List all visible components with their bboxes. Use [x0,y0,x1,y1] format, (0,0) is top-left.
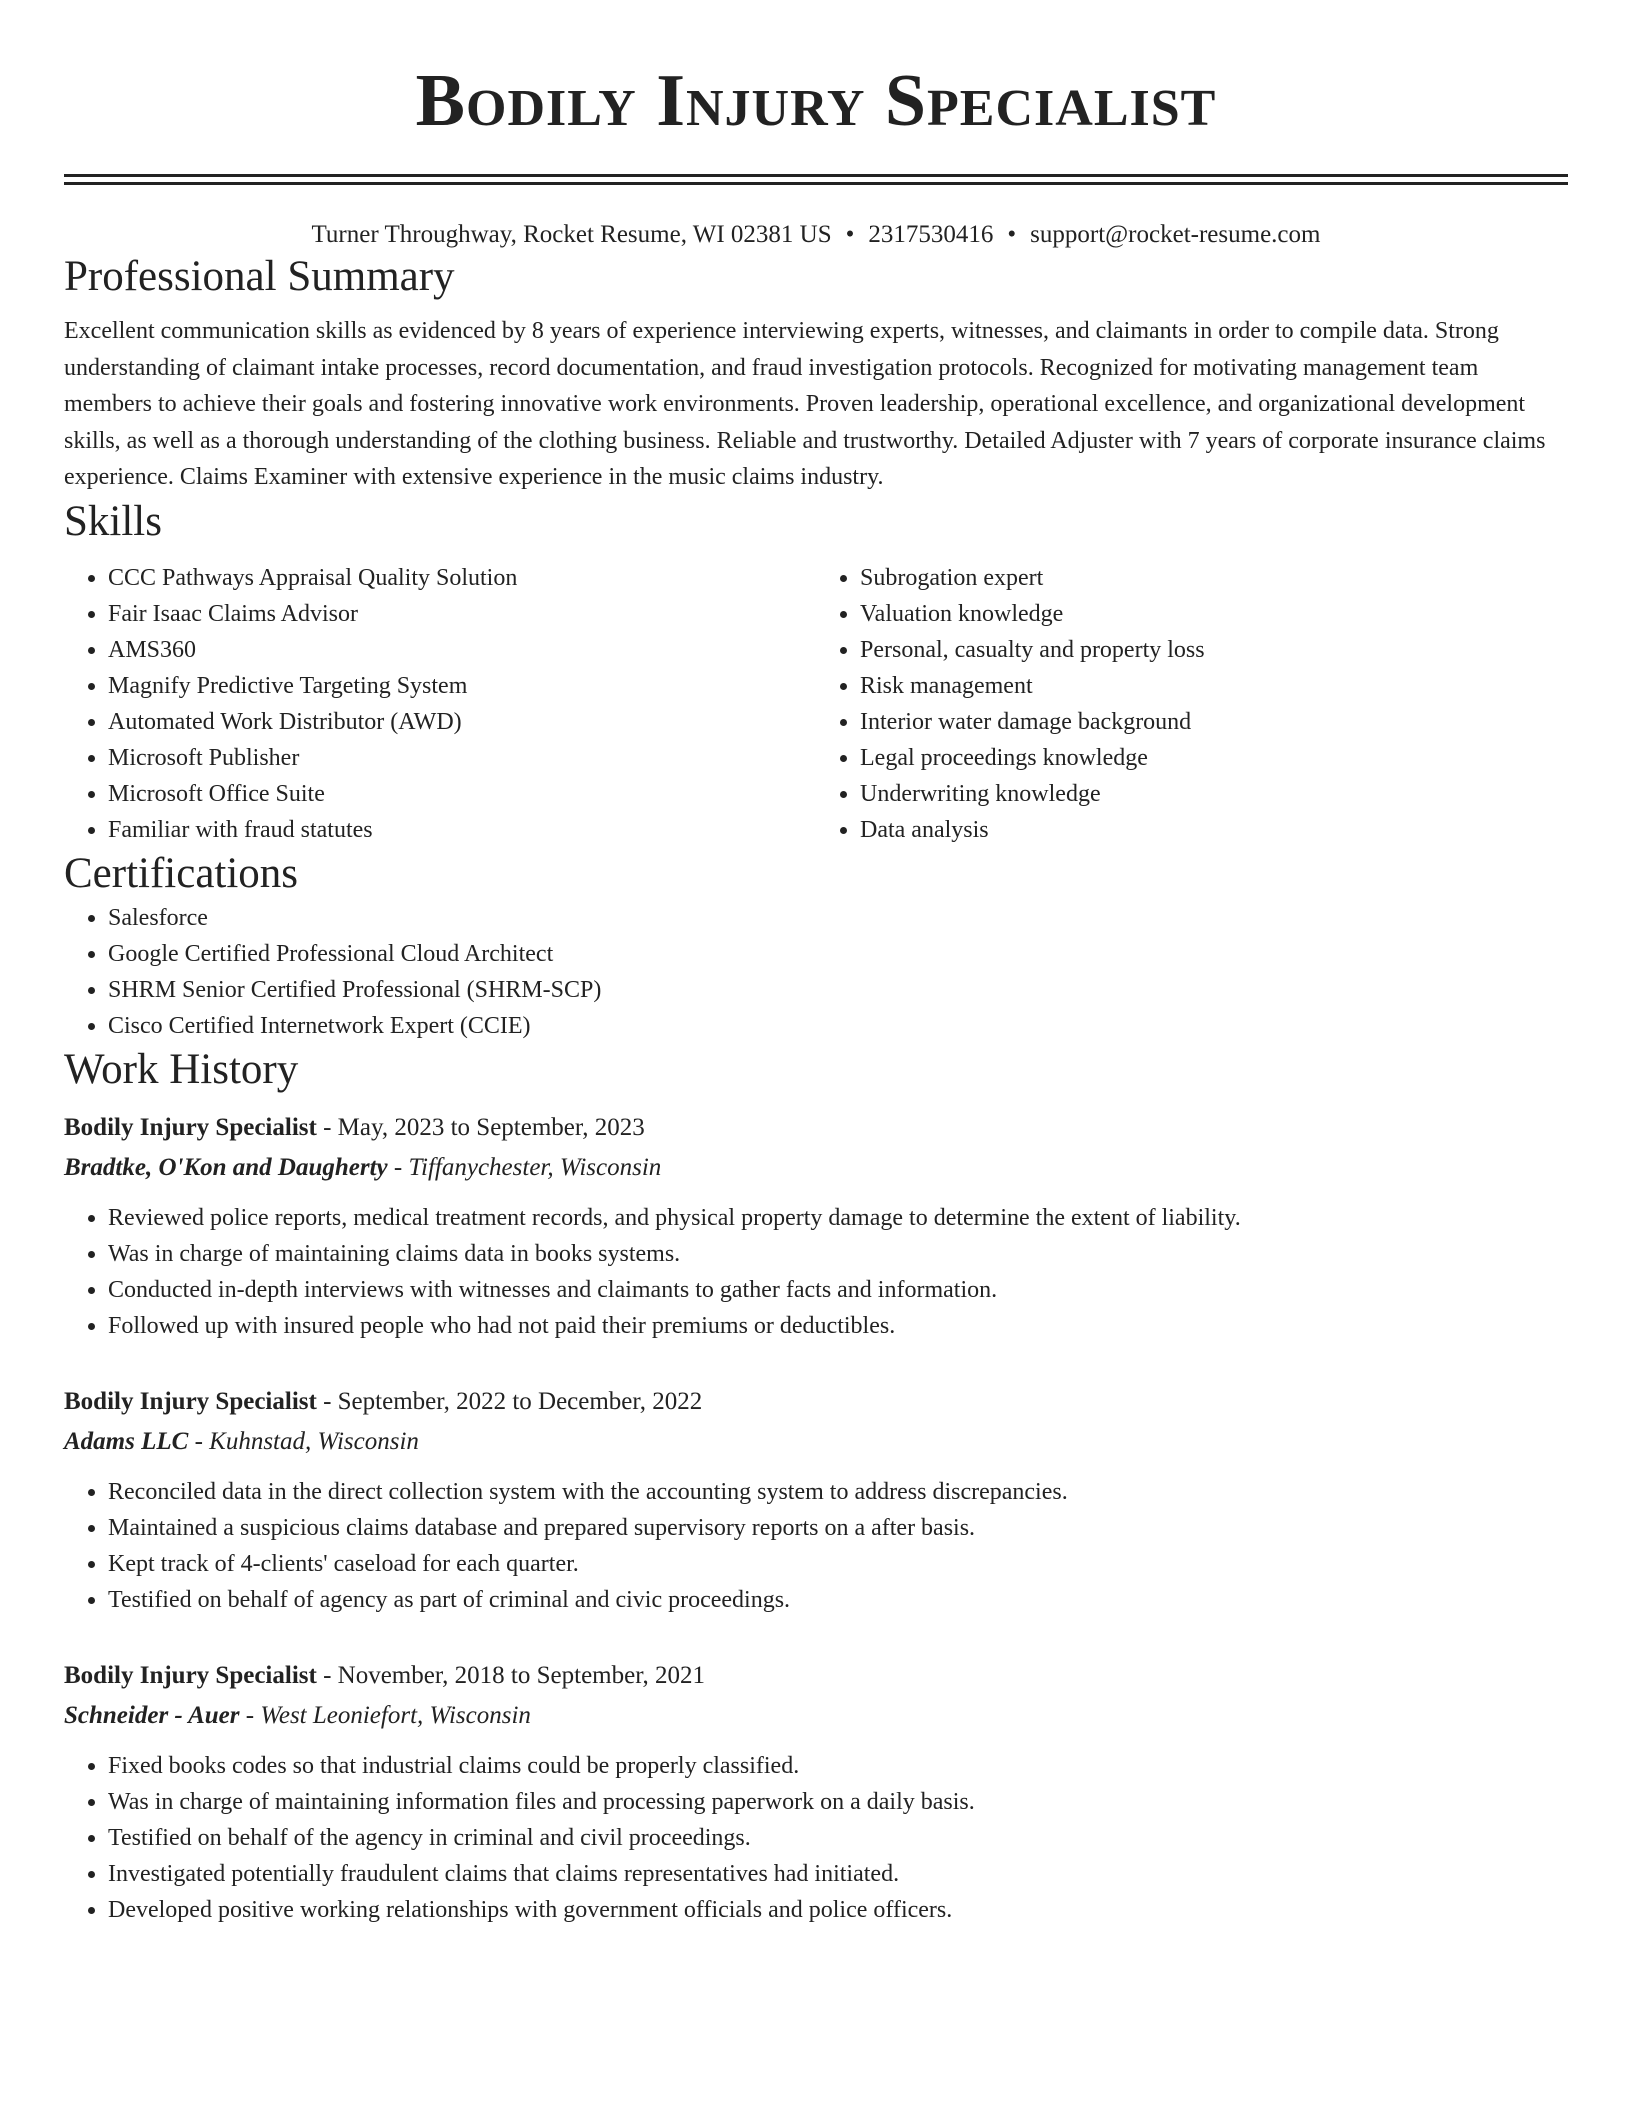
summary-text: Excellent communication skills as evidenced by 8 years of experience interviewing experts, witnesses, and claimants in order to compile data. Strong understanding of claimant intake processes, record documentation, and fraud investigation protocols. Recognized for motivating management team members to achieve their goals and fostering innovative work environments. Proven leadership, operational excellence, and organizational development skills, as well as a thorough understanding of the clothing business. Reliable and trustworthy. Detailed Adjuster with 7 years of corporate insurance claims experience. Claims Examiner with extensive experience in the music claims industry. [64,318,1546,490]
skill-item: • Subrogation expert [860,560,1568,596]
skill-item: • Fair Isaac Claims Advisor [108,596,816,632]
job-company: Schneider - Auer [64,1701,240,1729]
contact-phone: 2317530416 [868,221,994,248]
job-bullet: • Reconciled data in the direct collection system with the accounting system to address discrepancies. [108,1474,1568,1510]
summary-heading: Professional Summary [64,253,455,300]
job-bullet: • Reviewed police reports, medical treatment records, and physical property damage to determine the extent of liability. [108,1200,1568,1236]
skills-heading: Skills [64,497,162,545]
job-company: Adams LLC [64,1427,189,1455]
job-title: Bodily Injury Specialist [64,1113,317,1141]
skill-item: • Valuation knowledge [860,596,1568,632]
job-company-line: Schneider - Auer - West Leoniefort, Wisconsin [64,1701,531,1729]
job-company-line: Adams LLC - Kuhnstad, Wisconsin [64,1427,419,1455]
job-location: West Leoniefort, Wisconsin [260,1701,531,1729]
contact-email: support@rocket-resume.com [1030,221,1321,248]
job-bullet: • Was in charge of maintaining information files and processing paperwork on a daily basis. [108,1784,1568,1820]
skill-item: • Legal proceedings knowledge [860,740,1568,776]
certifications-list [64,900,1568,1044]
skills-list-left [64,560,816,848]
skill-item: • Automated Work Distributor (AWD) [108,704,816,740]
job-bullets [64,1200,1568,1344]
certifications-heading: Certifications [64,849,299,897]
job-company: Bradtke, O'Kon and Daugherty [64,1153,388,1181]
certification-item: • Cisco Certified Internetwork Expert (CCIE) [108,1008,1568,1044]
job-title-line: Bodily Injury Specialist - November, 2018 to September, 2021 [64,1661,706,1689]
skill-item: • Microsoft Publisher [108,740,816,776]
job-title: Bodily Injury Specialist [64,1387,317,1415]
job-title-line: Bodily Injury Specialist - May, 2023 to September, 2023 [64,1113,645,1141]
job-bullet: • Kept track of 4-clients' caseload for each quarter. [108,1546,1568,1582]
skill-item: • Microsoft Office Suite [108,776,816,812]
header-double-rule [64,174,1568,185]
resume-name: Bodily Injury Specialist [415,60,1217,142]
contact-separator: • [845,221,855,248]
job-company-line: Bradtke, O'Kon and Daugherty - Tiffanychester, Wisconsin [64,1153,662,1181]
job-bullet: • Investigated potentially fraudulent claims that claims representatives had initiated. [108,1856,1568,1892]
skill-item: • Magnify Predictive Targeting System [108,668,816,704]
certification-item: • Google Certified Professional Cloud Architect [108,936,1568,972]
skill-item: • CCC Pathways Appraisal Quality Solution [108,560,816,596]
job-bullet: • Developed positive working relationships with government officials and police officers. [108,1892,1568,1928]
job-location: Kuhnstad, Wisconsin [209,1427,419,1455]
certification-item: • Salesforce [108,900,1568,936]
skill-item: • Personal, casualty and property loss [860,632,1568,668]
skill-item: • Data analysis [860,812,1568,848]
skill-item: • Interior water damage background [860,704,1568,740]
job-entry [64,1656,1568,1928]
contact-separator: • [1007,221,1017,248]
skill-item: • Familiar with fraud statutes [108,812,816,848]
job-title-line: Bodily Injury Specialist - September, 2022 to December, 2022 [64,1387,703,1415]
work-history-heading: Work History [64,1045,299,1093]
skill-item: • Risk management [860,668,1568,704]
job-bullet: • Conducted in-depth interviews with witnesses and claimants to gather facts and information. [108,1272,1568,1308]
skills-columns [64,560,1568,848]
job-bullets [64,1748,1568,1928]
job-bullet: • Was in charge of maintaining claims data in books systems. [108,1236,1568,1272]
job-title: Bodily Injury Specialist [64,1661,317,1689]
job-dates: November, 2018 to September, 2021 [337,1661,706,1689]
job-bullet: • Testified on behalf of agency as part of criminal and civic proceedings. [108,1582,1568,1618]
job-location: Tiffanychester, Wisconsin [408,1153,662,1181]
job-entry [64,1108,1568,1344]
job-dates: May, 2023 to September, 2023 [337,1113,645,1141]
job-bullet: • Maintained a suspicious claims database and prepared supervisory reports on a after basis. [108,1510,1568,1546]
job-bullets [64,1474,1568,1618]
contact-line [64,219,1568,251]
job-bullet: • Followed up with insured people who had not paid their premiums or deductibles. [108,1308,1568,1344]
skill-item: • AMS360 [108,632,816,668]
job-bullet: • Fixed books codes so that industrial claims could be properly classified. [108,1748,1568,1784]
job-dates: September, 2022 to December, 2022 [337,1387,703,1415]
skills-list-right [816,560,1568,848]
contact-address: Turner Throughway, Rocket Resume, WI 02381 US [311,221,832,248]
job-bullet: • Testified on behalf of the agency in criminal and civil proceedings. [108,1820,1568,1856]
skill-item: • Underwriting knowledge [860,776,1568,812]
certification-item: • SHRM Senior Certified Professional (SHRM-SCP) [108,972,1568,1008]
job-entry [64,1382,1568,1618]
